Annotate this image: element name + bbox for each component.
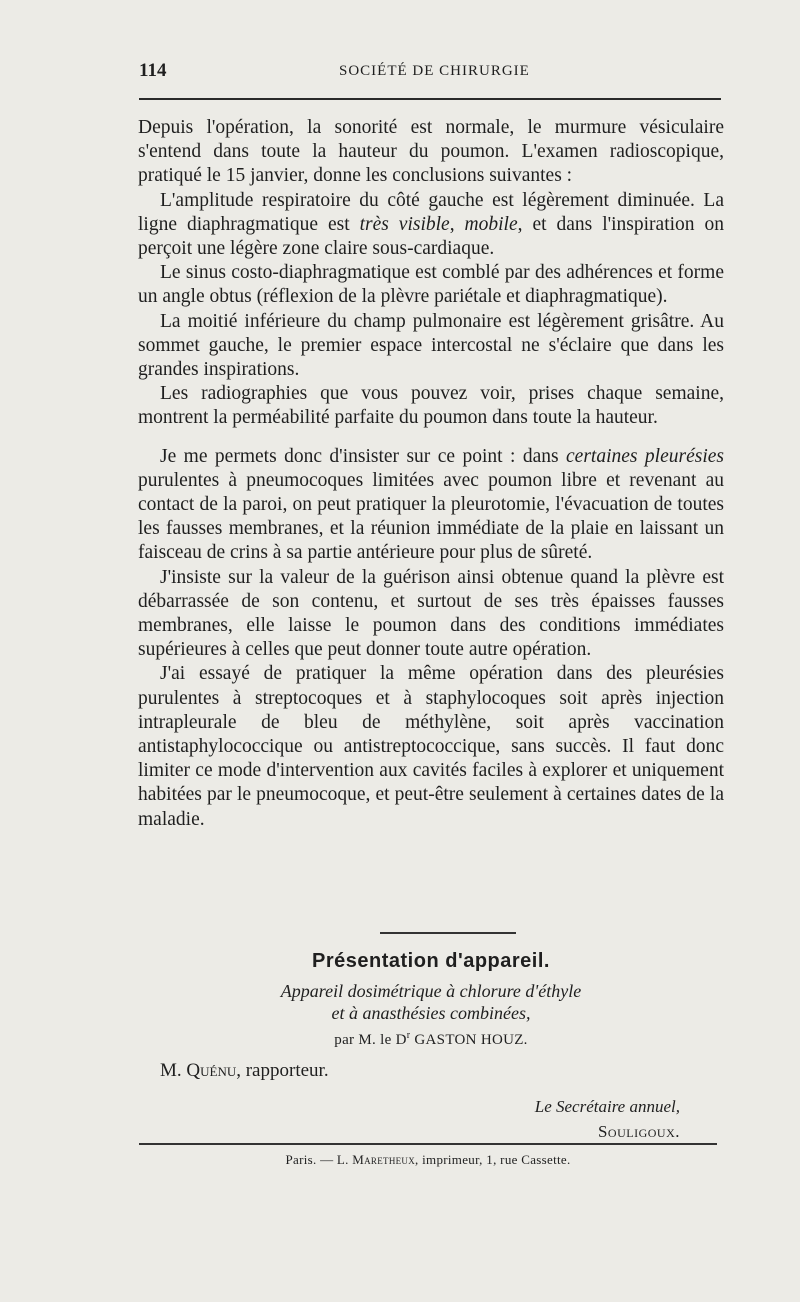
subtitle-line-1: Appareil dosimétrique à chlorure d'éthyle: [280, 981, 582, 1001]
running-head: [139, 60, 719, 86]
page-number: 114: [139, 60, 167, 81]
paragraph-8: J'ai essayé de pratiquer la même opération dans des pleurésies purulentes à streptocoques et à staphylocoques soit après injection intrapleurale de bleu de méthylène, soit après vaccination antistaphylococcique ou antistreptococcique, sans succès. Il faut donc limiter ce mode d'intervention aux cavités faciles à explorer et uniquement habitées par le pneumocoque, et peut-être seulement à certaines dates de la maladie.: [138, 663, 724, 830]
signature-role: Le Secrétaire annuel,: [534, 1097, 680, 1116]
emphasis-mobile: mobile: [464, 213, 518, 235]
paragraph-2-text: L'amplitude respiratoire du côté gauche est légèrement diminuée. La ligne diaphragmatique est: [138, 189, 724, 235]
paragraph-4: La moitié inférieure du champ pulmonaire est légèrement grisâtre. Au sommet gauche, le premier espace intercostal ne s'éclaire que dans les grandes inspirations.: [138, 310, 724, 381]
paragraph-1: Depuis l'opération, la sonorité est normale, le murmure vésiculaire s'entend dans toute la hauteur du poumon. L'examen radioscopique, pratiqué le 15 janvier, donne les conclusions suivantes :: [138, 117, 724, 187]
imprint-address: , imprimeur, 1, rue Cassette.: [415, 1152, 571, 1167]
header-rule: [139, 98, 721, 100]
rapporteur-suffix: , rapporteur.: [236, 1060, 329, 1081]
author-prefix: par M. le D: [334, 1032, 407, 1048]
paragraph-3: Le sinus costo-diaphragmatique est comblé par des adhérences et forme un angle obtus (réflexion de la plèvre pariétale et diaphragmatique).: [138, 262, 724, 308]
rapporteur-prefix: M.: [160, 1060, 187, 1081]
paragraph-6-text: Je me permets donc d'insister sur ce point : dans: [160, 445, 567, 467]
author-name: GASTON HOUZ.: [410, 1032, 528, 1048]
paragraph-6: [138, 445, 724, 566]
footer-rule: [139, 1143, 717, 1145]
subtitle-line-2: et à anasthésies combinées,: [331, 1003, 531, 1023]
section-heading: Présentation d'appareil.: [312, 950, 550, 972]
author-line: [138, 1030, 724, 1049]
imprint-city: Paris. — L.: [285, 1152, 353, 1167]
emphasis-certaines-pleuresies: certaines pleurésies: [566, 445, 724, 467]
journal-title: SOCIÉTÉ DE CHIRURGIE: [339, 63, 530, 79]
imprint-line: [139, 1152, 717, 1168]
rapporteur-name: Quénu: [186, 1060, 237, 1081]
paragraph-2: [138, 189, 724, 262]
body-text: [138, 116, 724, 832]
signature-block: [535, 1094, 680, 1144]
paragraph-2-separator: ,: [449, 213, 465, 235]
rapporteur-line: [160, 1060, 329, 1082]
imprint-printer: Maretheux: [352, 1152, 416, 1167]
paragraph-7: J'insiste sur la valeur de la guérison ainsi obtenue quand la plèvre est débarrassée de son contenu, et surtout de ses très épaisses fausses membranes, elle laisse le poumon dans des conditions immédiates supérieures à celles que peut donner toute autre opération.: [138, 566, 724, 661]
section-rule: [380, 932, 516, 934]
section-subtitle: [138, 980, 724, 1024]
signature-name: Souligoux.: [597, 1122, 680, 1141]
paragraph-6-end: purulentes à pneumocoques limitées avec poumon libre et revenant au contact de la paroi, on peut pratiquer la pleurotomie, l'évacuation de toutes les fausses membranes, et la réunion immédiate de la plaie en laissant un faisceau de crins à sa partie antérieure pour plus de sûreté.: [138, 469, 724, 564]
paragraph-5: Les radiographies que vous pouvez voir, prises chaque semaine, montrent la perméabilité parfaite du poumon dans toute la hauteur.: [138, 383, 724, 429]
author-title-sup: r: [406, 1030, 411, 1041]
emphasis-tres-visible: très visible: [359, 213, 450, 235]
paragraph-2-end: , et dans l'inspiration on perçoit une légère zone claire sous-cardiaque.: [138, 213, 725, 260]
